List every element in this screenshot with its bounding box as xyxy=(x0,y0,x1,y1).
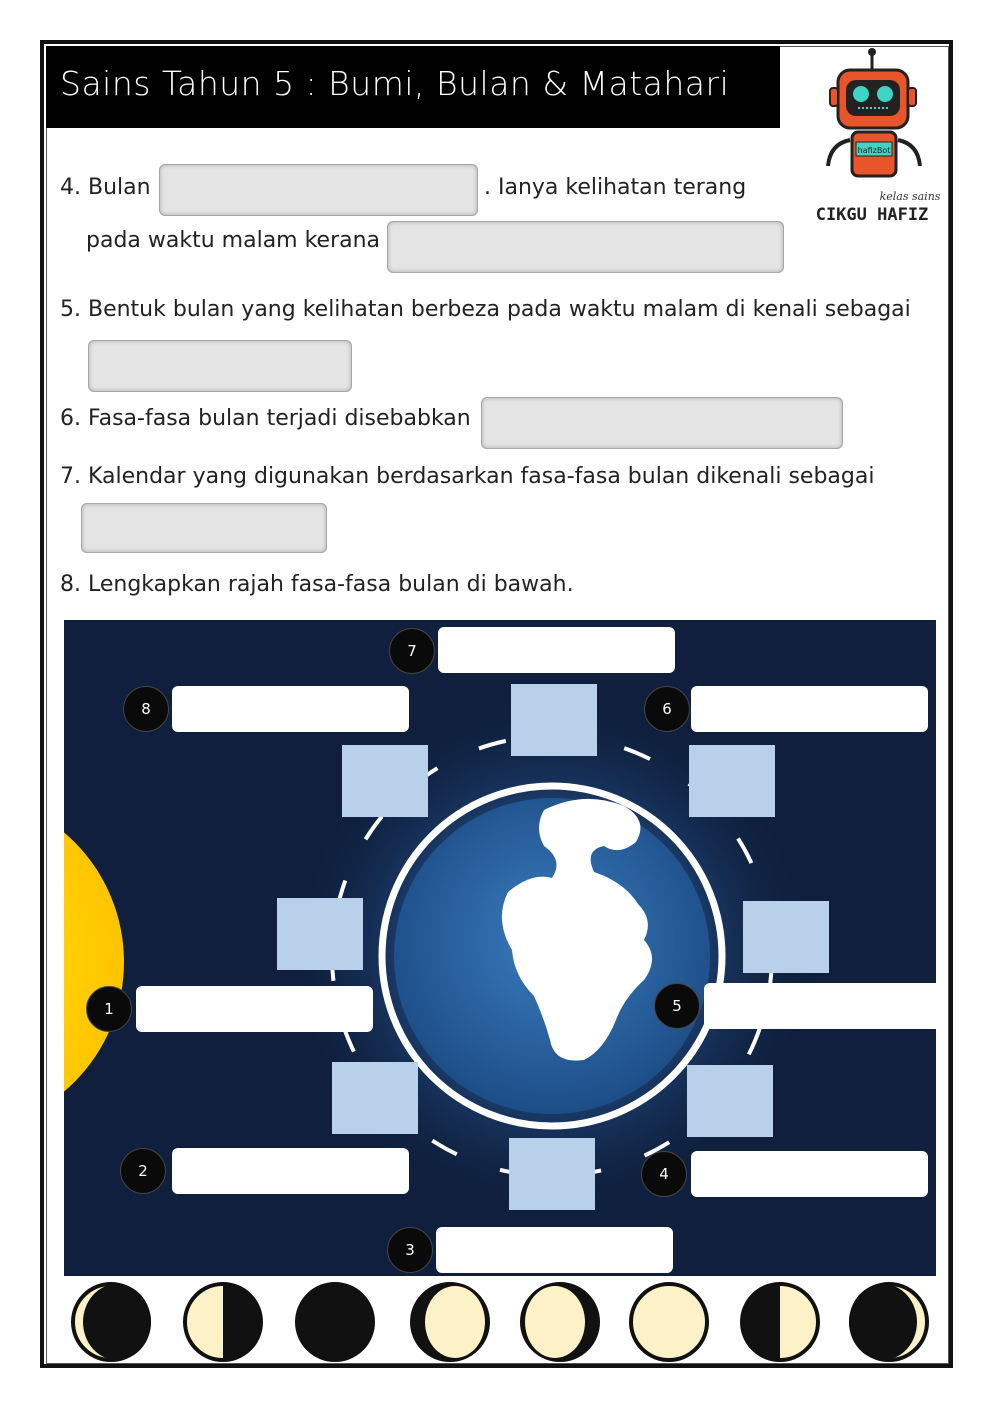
moon-box-6[interactable] xyxy=(689,745,775,817)
q5-text: 5. Bentuk bulan yang kelihatan berbeza pada waktu malam di kenali sebagai xyxy=(60,297,911,322)
label-answer-8[interactable] xyxy=(172,686,409,732)
phase-gibbous-right-icon[interactable] xyxy=(519,1281,601,1363)
phase-full-moon-icon[interactable] xyxy=(628,1281,710,1363)
moon-box-5[interactable] xyxy=(743,901,829,973)
moon-box-3[interactable] xyxy=(509,1138,595,1210)
page-title: Sains Tahun 5 : Bumi, Bulan & Matahari xyxy=(60,64,730,103)
q7-answer[interactable] xyxy=(81,503,327,553)
number-badge-4: 4 xyxy=(641,1151,687,1197)
label-answer-5[interactable] xyxy=(704,983,941,1029)
q6-answer[interactable] xyxy=(481,397,843,449)
number-badge-8: 8 xyxy=(123,686,169,732)
label-answer-7[interactable] xyxy=(438,627,675,673)
q8-text: 8. Lengkapkan rajah fasa-fasa bulan di bawah. xyxy=(60,572,574,597)
q4-answer-2[interactable] xyxy=(387,221,784,273)
q7-text: 7. Kalendar yang digunakan berdasarkan fasa-fasa bulan dikenali sebagai xyxy=(60,464,875,489)
label-answer-1[interactable] xyxy=(136,986,373,1032)
label-answer-6[interactable] xyxy=(691,686,928,732)
logo-tag: hafizBot xyxy=(857,146,891,155)
sun-icon xyxy=(64,792,124,1132)
phase-crescent-right-icon[interactable] xyxy=(70,1281,152,1363)
logo-brand-text: CIKGU HAFIZ xyxy=(815,205,929,225)
phase-last-quarter-icon[interactable] xyxy=(739,1281,821,1363)
q4-text-part2: . Ianya kelihatan terang xyxy=(484,175,747,200)
number-badge-3: 3 xyxy=(387,1227,433,1273)
q4-text-part3: pada waktu malam kerana xyxy=(86,228,381,253)
label-answer-2[interactable] xyxy=(172,1148,409,1194)
moon-box-2[interactable] xyxy=(332,1062,418,1134)
logo-small-text: kelas sains xyxy=(879,190,941,203)
number-badge-1: 1 xyxy=(86,986,132,1032)
phase-crescent-left-icon[interactable] xyxy=(848,1281,930,1363)
number-badge-2: 2 xyxy=(120,1148,166,1194)
moon-box-8[interactable] xyxy=(342,745,428,817)
q5-answer[interactable] xyxy=(88,340,352,392)
phase-new-moon-icon[interactable] xyxy=(294,1281,376,1363)
moon-box-4[interactable] xyxy=(687,1065,773,1137)
moon-box-7[interactable] xyxy=(511,684,597,756)
number-badge-7: 7 xyxy=(389,628,435,674)
phase-gibbous-left-icon[interactable] xyxy=(409,1281,491,1363)
label-answer-4[interactable] xyxy=(691,1151,928,1197)
robot-logo xyxy=(800,44,945,229)
number-badge-5: 5 xyxy=(654,983,700,1029)
number-badge-6: 6 xyxy=(644,686,690,732)
q6-text: 6. Fasa-fasa bulan terjadi disebabkan xyxy=(60,406,471,431)
title-bar xyxy=(46,46,780,128)
q4-text-part1: 4. Bulan xyxy=(60,175,151,200)
phase-first-quarter-icon[interactable] xyxy=(182,1281,264,1363)
label-answer-3[interactable] xyxy=(436,1227,673,1273)
q4-answer-1[interactable] xyxy=(159,164,478,216)
moon-box-1[interactable] xyxy=(277,898,363,970)
